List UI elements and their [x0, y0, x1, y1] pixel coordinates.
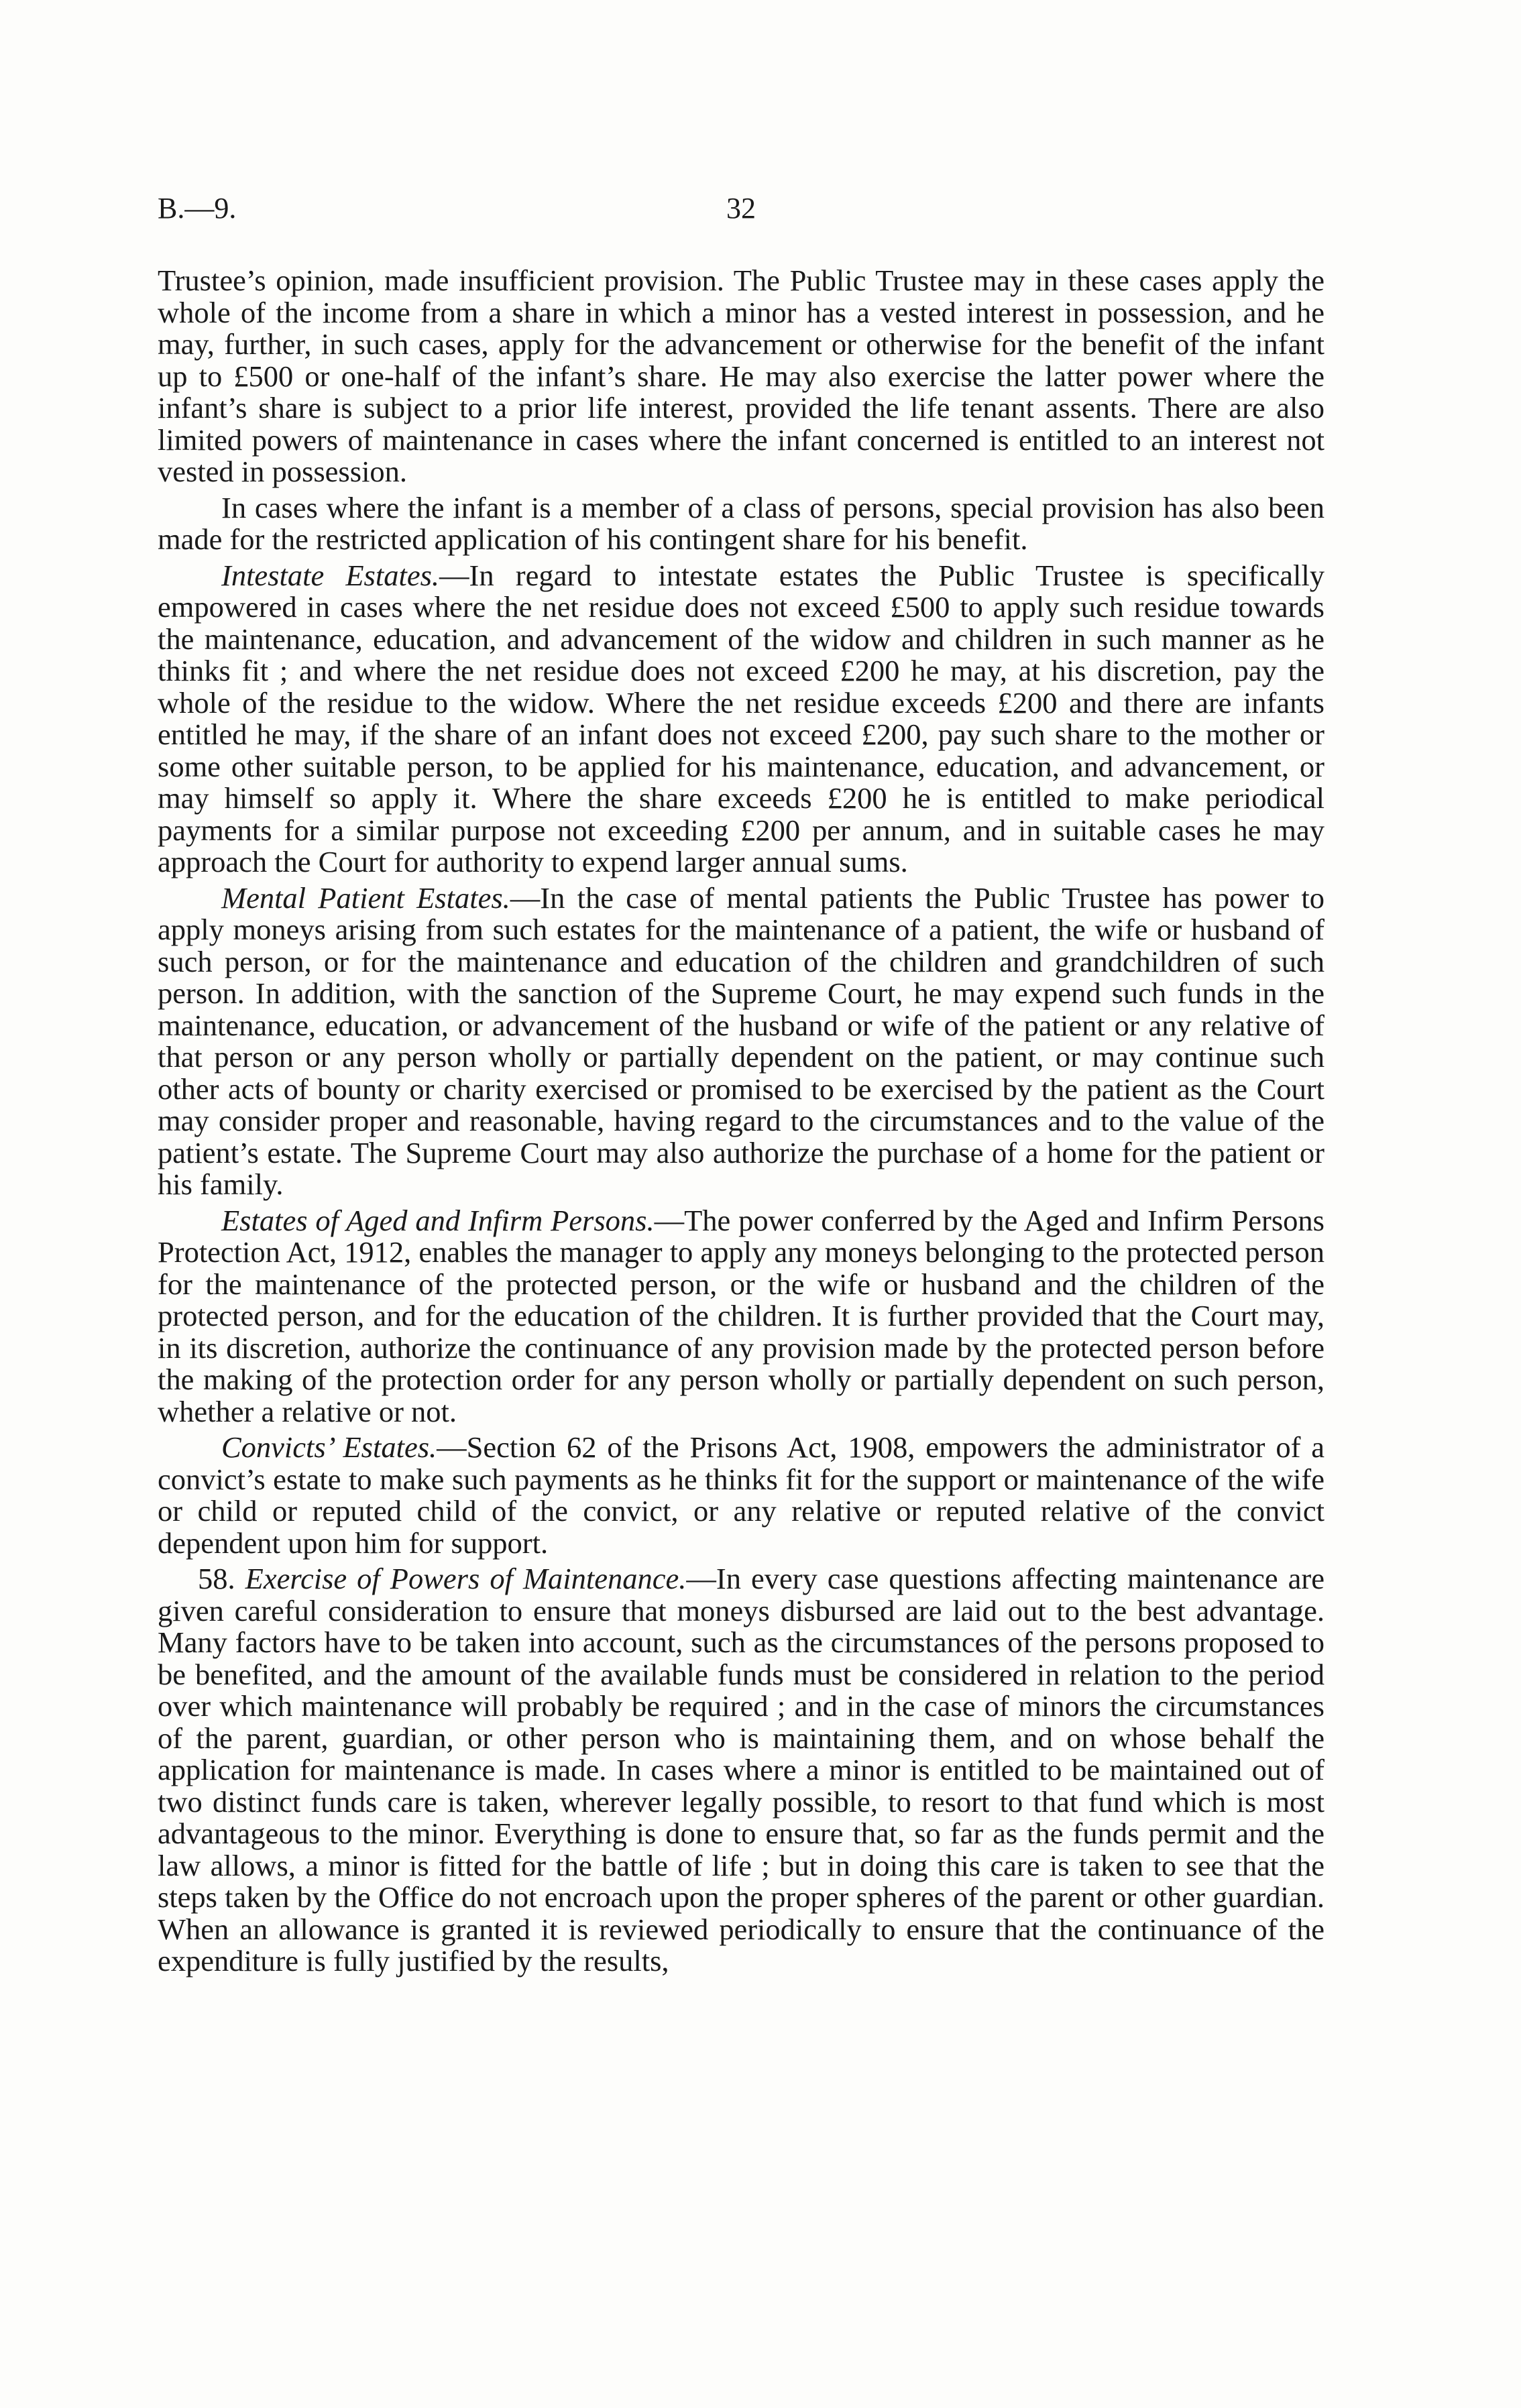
paragraph-continuation: Trustee’s opinion, made insufficient provision. The Public Trustee may in these cases apply the whole of the income from a share in which a minor has a vested interest in possession, and he may, further, in such cases, apply for the advancement or otherwise for the benefit of the infant up to £500 or one-half of the infant’s share. He may also exercise the latter power where the infant’s share is subject to a prior life interest, provided the life tenant assents. There are also limited powers of maintenance in cases where the infant concerned is entitled to an interest not vested in possession. [158, 264, 1325, 488]
paragraph-class-of-persons: In cases where the infant is a member of a class of persons, special provision has also been made for the restricted application of his contingent share for his benefit. [158, 490, 1325, 556]
section-heading: Exercise of Powers of Maintenance. [245, 1562, 687, 1595]
paragraph-58-exercise-of-powers: 58. Exercise of Powers of Maintenance.—In every case questions affecting maintenance are given careful consideration to ensure that moneys disbursed are laid out to the best advantage. Many factors have to be taken into account, such as the circumstances of the persons proposed to be benefited, and the amount of the available funds must be considered in relation to the period over which maintenance will probably be required ; and in the case of minors the circumstances of the parent, guardian, or other person who is maintaining them, and on whose behalf the application for maintenance is made. In cases where a minor is entitled to be maintained out of two distinct funds care is taken, wherever legally possible, to resort to that fund which is most advantageous to the minor. Everything is done to ensure that, so far as the funds permit and the law allows, a minor is fitted for the battle of life ; but in doing this care is taken to see that the steps taken by the Office do not encroach upon the proper spheres of the parent or other guardian. When an allowance is granted it is reviewed periodically to ensure that the continuance of the expenditure is fully justified by the results, [158, 1562, 1325, 1977]
paragraph-number: 58. [198, 1562, 235, 1595]
paragraph-convicts-estates: Convicts’ Estates.—Section 62 of the Prisons Act, 1908, empowers the administrator of a convict’s estate to make such payments as he thinks fit for the support or maintenance of the wife or child or reputed child of the convict, or any relative or reputed relative of the convict dependent upon him for support. [158, 1430, 1325, 1560]
paragraph-aged-infirm-estates: Estates of Aged and Infirm Persons.—The power conferred by the Aged and Infirm Persons Protection Act, 1912, enables the manager to apply any moneys belonging to the protected person for the maintenance of the protected person, or the wife or husband and the children of the protected person, and for the education of the children. It is further provided that the Court may, in its discretion, authorize the continuance of any provision made by the protected person before the making of the protection order for any person wholly or partially dependent on such person, whether a relative or not. [158, 1203, 1325, 1428]
section-heading: Convicts’ Estates. [221, 1430, 437, 1464]
page-number: 32 [726, 192, 756, 225]
section-heading: Estates of Aged and Infirm Persons. [221, 1203, 655, 1237]
document-reference: B.—9. [158, 192, 237, 225]
paragraph-mental-patient-estates: Mental Patient Estates.—In the case of mental patients the Public Trustee has power to apply moneys arising from such estates for the maintenance of a patient, the wife or husband of such person, or for the maintenance and education of the children and grandchildren of such person. In addition, with the sanction of the Supreme Court, he may expend such funds in the maintenance, education, or advancement of the husband or wife of the patient or any relative of that person or any person wholly or partially dependent on the patient, or may continue such other acts of bounty or charity exercised or promised to be exercised by the patient as the Court may consider proper and reasonable, having regard to the circumstances and to the value of the patient’s estate. The Supreme Court may also authorize the purchase of a home for the patient or his family. [158, 880, 1325, 1201]
section-heading: Intestate Estates. [221, 558, 440, 592]
body-text [158, 265, 1325, 1982]
page-header [158, 191, 1325, 231]
paragraph-intestate-estates: Intestate Estates.—In regard to intestate estates the Public Trustee is specifically empowered in cases where the net residue does not exceed £500 to apply such residue towards the maintenance, education, and advancement of the widow and children in such manner as he thinks fit ; and where the net residue does not exceed £200 he may, at his discretion, pay the whole of the residue to the widow. Where the net residue exceeds £200 and there are infants entitled he may, if the share of an infant does not exceed £200, pay such share to the mother or some other suitable person, to be applied for his maintenance, education, and advancement, or may himself so apply it. Where the share exceeds £200 he is entitled to make periodical payments for a similar purpose not exceeding £200 per annum, and in suitable cases he may approach the Court for authority to expend larger annual sums. [158, 558, 1325, 878]
section-heading: Mental Patient Estates. [221, 880, 510, 915]
